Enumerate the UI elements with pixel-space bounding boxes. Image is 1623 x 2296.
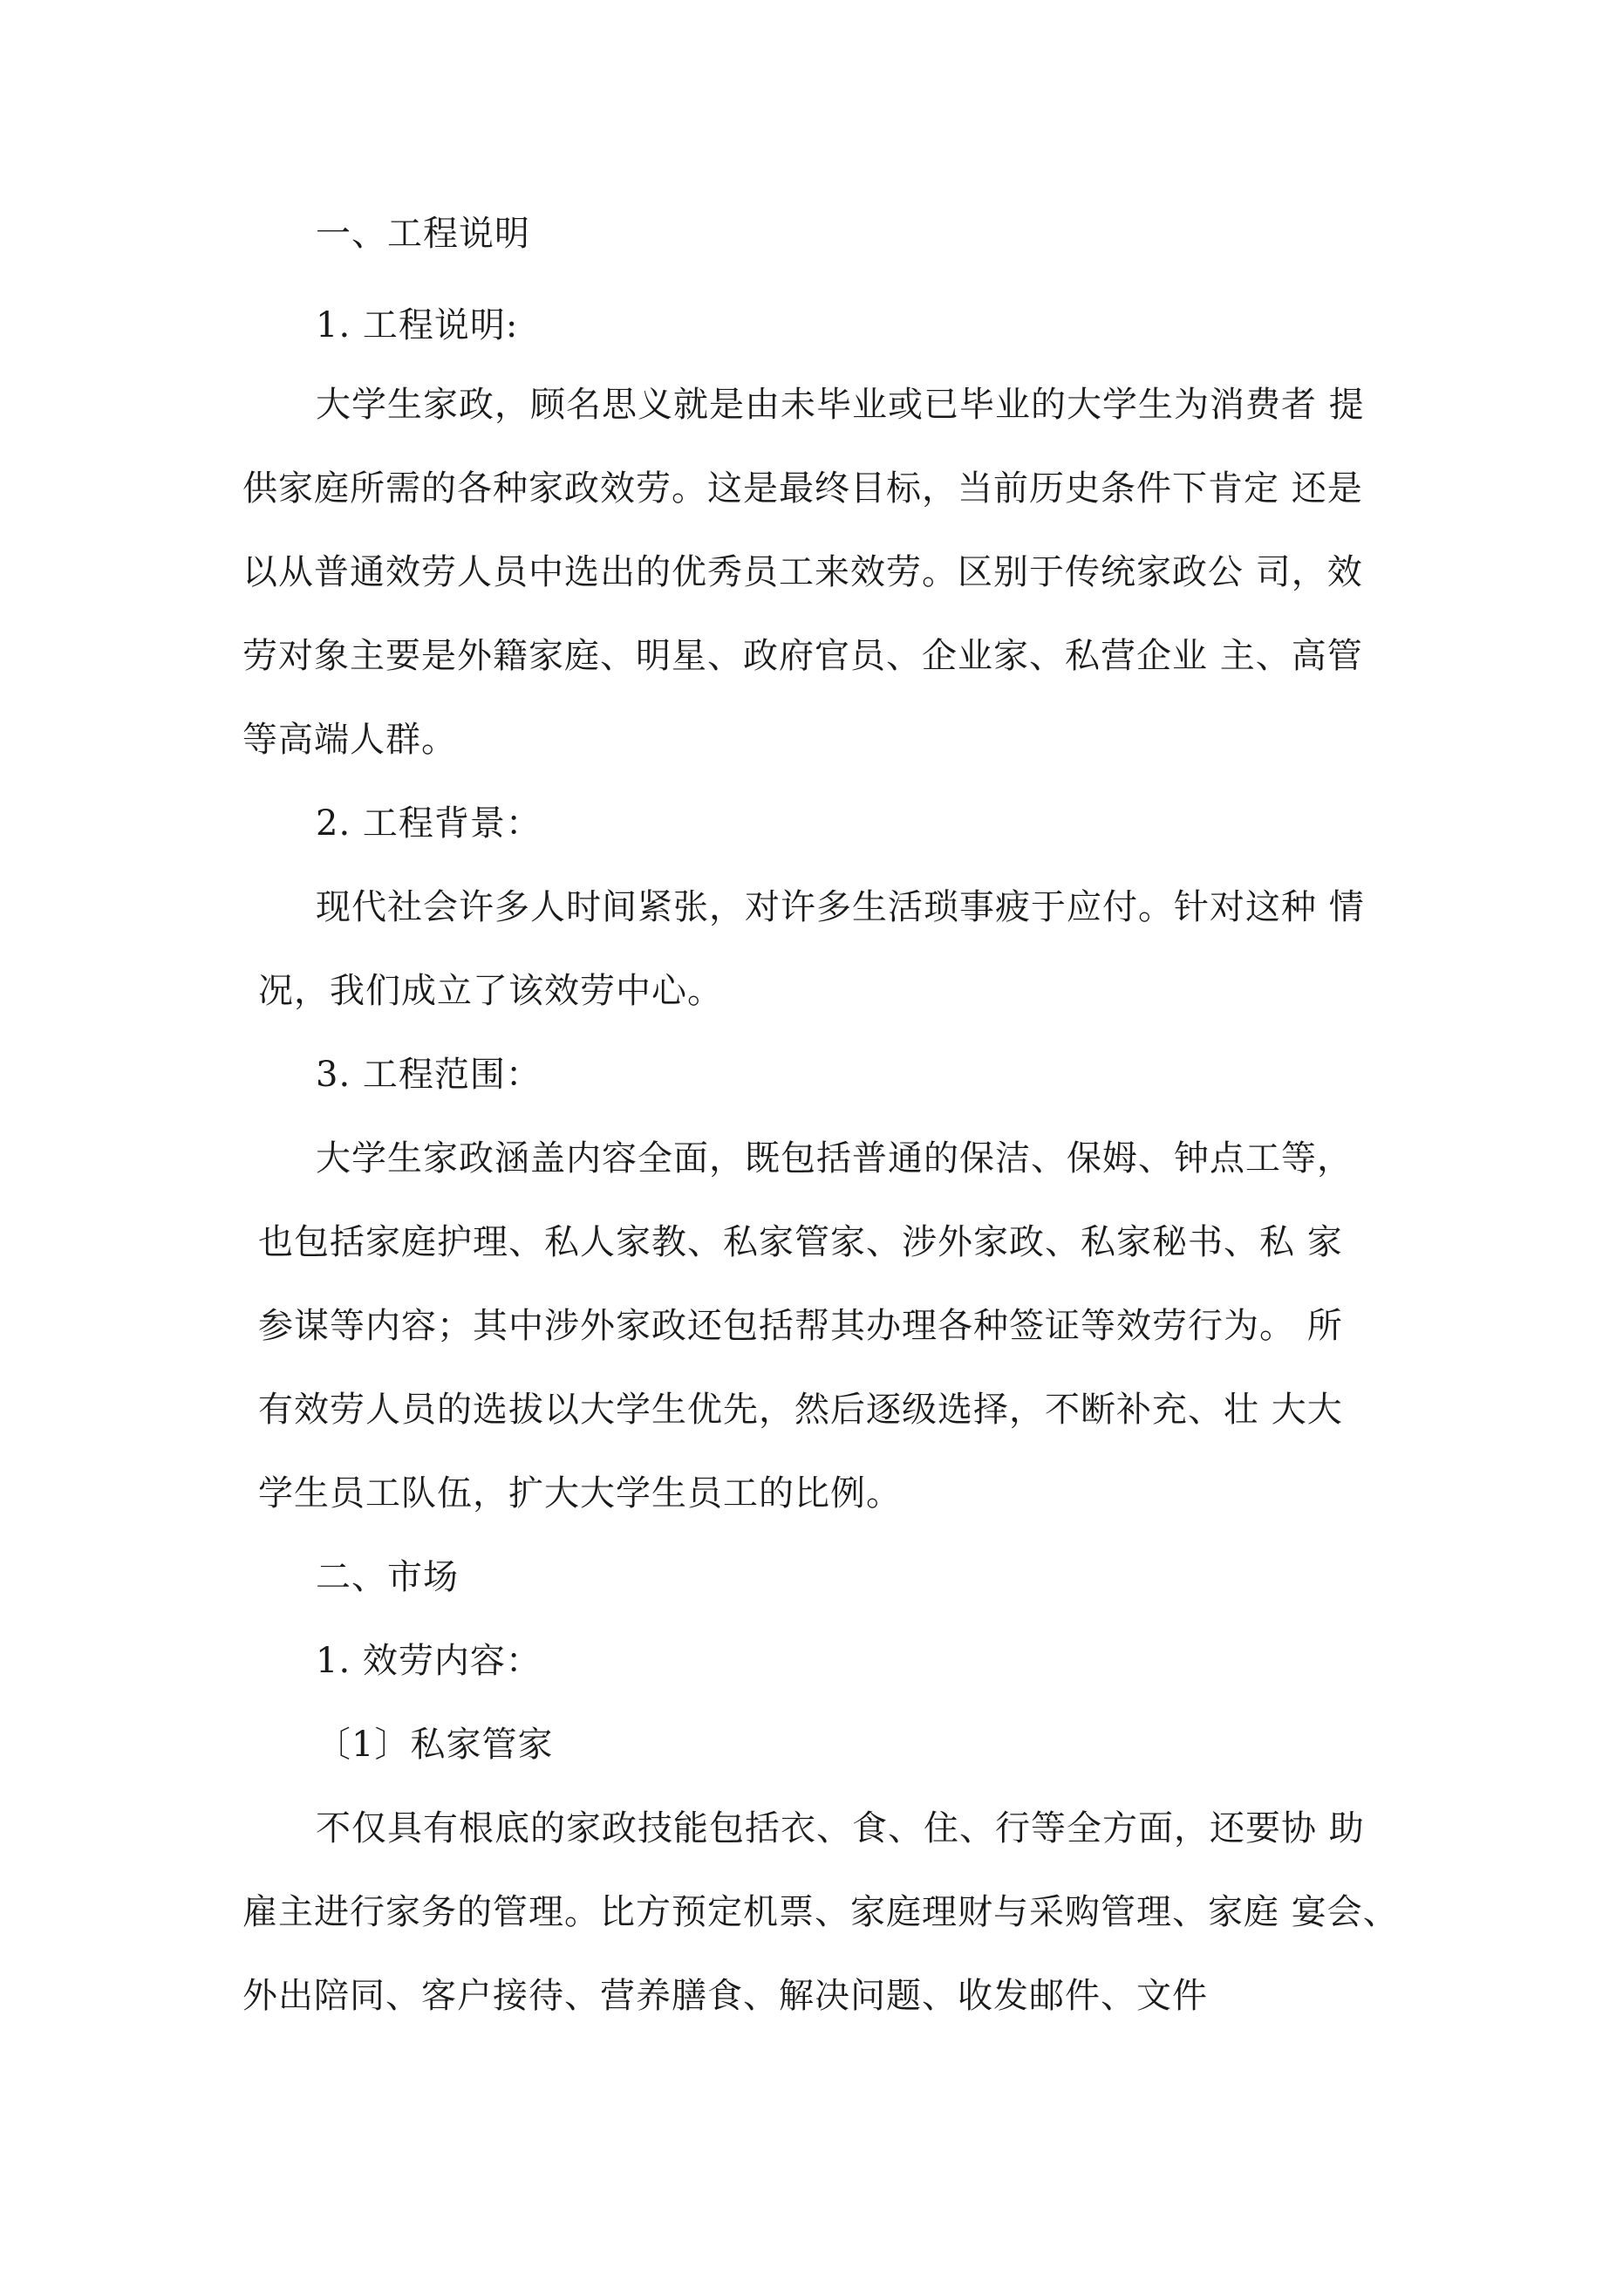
paragraph-line: 供家庭所需的各种家政效劳。这是最终目标，当前历史条件下肯定 还是 — [242, 468, 1363, 509]
paragraph-line: 参谋等内容；其中涉外家政还包括帮其办理各种签证等效劳行为。 所 — [258, 1306, 1343, 1346]
paragraph-line: 学生员工队伍，扩大大学生员工的比例。 — [258, 1473, 902, 1514]
paragraph-line: 等高端人群。 — [242, 720, 457, 760]
paragraph-line: 现代社会许多人时间紧张，对许多生活琐事疲于应付。针对这种 情 — [316, 887, 1365, 927]
section-heading: 二、市场 — [316, 1557, 459, 1597]
paragraph-line: 也包括家庭护理、私人家教、私家管家、涉外家政、私家秘书、私 家 — [258, 1222, 1343, 1262]
paragraph-line: 大学生家政，顾名思义就是由未毕业或已毕业的大学生为消费者 提 — [316, 385, 1365, 425]
paragraph-line: 大学生家政涵盖内容全面，既包括普通的保洁、保姆、钟点工等， — [316, 1138, 1353, 1179]
subsection-heading: 1. 工程说明: — [316, 305, 519, 345]
paragraph-line: 外出陪同、客户接待、营养膳食、解决问题、收发邮件、文件 — [242, 1976, 1208, 2016]
subsection-heading: 3. 工程范围： — [316, 1055, 542, 1095]
subsection-heading: 1. 效劳内容： — [316, 1641, 542, 1681]
paragraph-line: 不仅具有根底的家政技能包括衣、食、住、行等全方面，还要协 助 — [316, 1808, 1365, 1848]
section-heading: 一、工程说明 — [316, 214, 530, 254]
paragraph-line: 雇主进行家务的管理。比方预定机票、家庭理财与采购管理、家庭 宴会、 — [242, 1892, 1399, 1932]
paragraph-line: 有效劳人员的选拔以大学生优先，然后逐级选择，不断补充、壮 大大 — [258, 1390, 1343, 1430]
paragraph-line: 劳对象主要是外籍家庭、明星、政府官员、企业家、私营企业 主、高管 — [242, 636, 1363, 676]
subsection-heading: 2. 工程背景： — [316, 803, 542, 844]
paragraph-line: 以从普通效劳人员中选出的优秀员工来效劳。区别于传统家政公 司，效 — [242, 552, 1363, 592]
item-heading: 〔1〕私家管家 — [316, 1725, 554, 1765]
paragraph-line: 况，我们成立了该效劳中心。 — [258, 971, 723, 1011]
